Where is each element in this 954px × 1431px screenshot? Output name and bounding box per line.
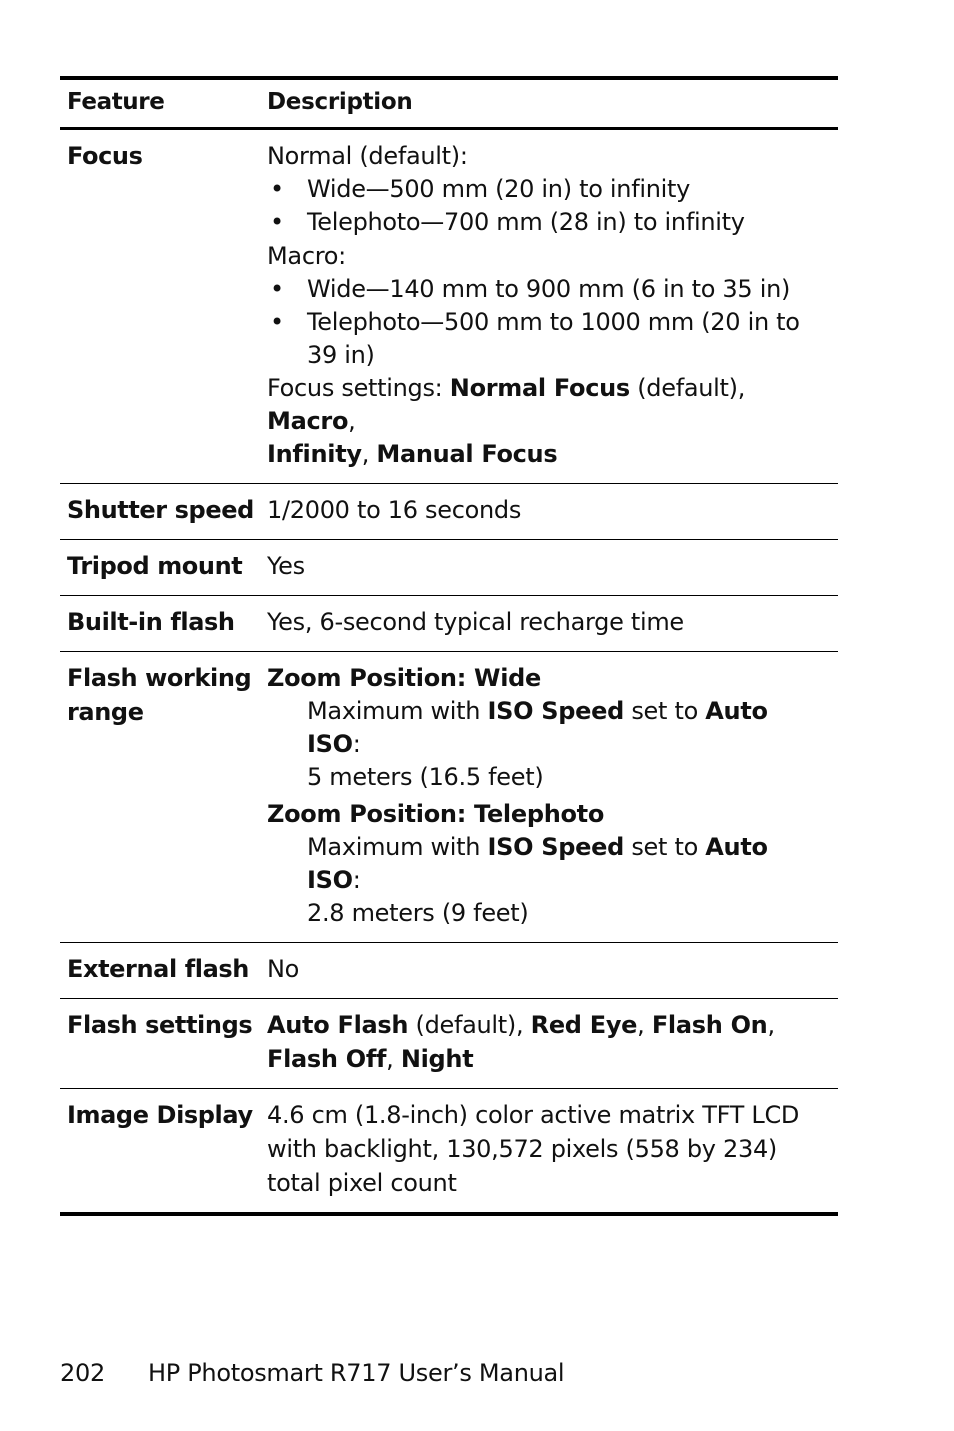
description-flash-settings: [267, 1008, 838, 1076]
focus-normal-wide: • Wide—500 mm (20 in) to infinity: [267, 173, 820, 206]
table-row-flash-working-range: [60, 651, 838, 942]
page-footer: [60, 1356, 564, 1390]
feature-flash-working-range-line1: Flash working: [67, 664, 252, 692]
zoom-tele-prefix: Maximum with: [307, 833, 488, 861]
focus-normal-telephoto: • Telephoto—700 mm (28 in) to infinity: [267, 206, 820, 239]
description-image-display: [267, 1098, 838, 1200]
description-shutter-speed: 1/2000 to 16 seconds: [267, 496, 522, 524]
feature-column-header: Feature: [67, 89, 165, 115]
feature-focus: Focus: [67, 142, 143, 170]
feature-shutter-speed: Shutter speed: [67, 496, 254, 524]
zoom-telephoto-detail: [267, 831, 820, 930]
description-column-header: Description: [267, 89, 413, 115]
separator: :: [352, 730, 361, 758]
manual-title: HP Photosmart R717 User’s Manual: [148, 1359, 565, 1387]
zoom-tele-auto-iso: Auto ISO: [307, 833, 768, 894]
zoom-telephoto-heading: Zoom Position: Telephoto: [267, 800, 605, 828]
table-row-tripod-mount: [60, 539, 838, 595]
table-row-built-in-flash: [60, 595, 838, 651]
table-row-shutter-speed: [60, 483, 838, 539]
feature-built-in-flash: Built-in flash: [67, 608, 235, 636]
zoom-wide-heading: Zoom Position: Wide: [267, 664, 542, 692]
zoom-wide-auto-iso: Auto ISO: [307, 697, 768, 758]
table-row-image-display: [60, 1088, 838, 1212]
feature-flash-working-range: [60, 661, 267, 930]
description-tripod-mount: Yes: [267, 552, 305, 580]
table-row-external-flash: [60, 942, 838, 998]
focus-macro-heading: Macro:: [267, 242, 346, 270]
focus-setting-normal: Normal Focus: [449, 374, 630, 402]
flash-setting-night: Night: [400, 1045, 474, 1073]
feature-external-flash: External flash: [67, 955, 249, 983]
focus-settings-default-note: (default),: [629, 374, 746, 402]
focus-normal-heading: Normal (default):: [267, 142, 468, 170]
feature-flash-settings: Flash settings: [67, 1011, 253, 1039]
description-built-in-flash: Yes, 6-second typical recharge time: [267, 608, 684, 636]
image-display-line1: 4.6 cm (1.8-inch) color active matrix TFT LCD: [267, 1101, 800, 1129]
flash-setting-flash-off: Flash Off: [267, 1045, 387, 1073]
separator: ,: [361, 440, 377, 468]
focus-setting-infinity: Infinity: [267, 440, 362, 468]
feature-image-display: Image Display: [67, 1101, 253, 1129]
focus-settings-prefix: Focus settings:: [267, 374, 450, 402]
focus-setting-manual: Manual Focus: [376, 440, 558, 468]
table-header-row: [60, 80, 838, 130]
zoom-wide-iso-speed: ISO Speed: [487, 697, 625, 725]
focus-settings: [267, 372, 820, 471]
zoom-wide-prefix: Maximum with: [307, 697, 488, 725]
zoom-tele-iso-speed: ISO Speed: [487, 833, 625, 861]
description-focus: [267, 139, 838, 471]
table-row-flash-settings: [60, 998, 838, 1088]
image-display-line3: total pixel count: [267, 1169, 457, 1197]
page-number: 202: [60, 1359, 105, 1387]
focus-macro-wide: • Wide—140 mm to 900 mm (6 in to 35 in): [267, 273, 820, 306]
flash-setting-auto: Auto Flash: [267, 1011, 409, 1039]
zoom-wide-mid: set to: [624, 697, 706, 725]
description-external-flash: No: [267, 955, 300, 983]
focus-setting-macro: Macro: [267, 407, 349, 435]
flash-settings-default-note: (default),: [408, 1011, 531, 1039]
specifications-table: [60, 76, 838, 1216]
image-display-line2: with backlight, 130,572 pixels (558 by 234): [267, 1135, 777, 1163]
separator: :: [352, 866, 361, 894]
separator: ,: [348, 407, 356, 435]
separator: ,: [386, 1045, 401, 1073]
table-row-focus: [60, 130, 838, 483]
focus-macro-telephoto: • Telephoto—500 mm to 1000 mm (20 in to 39 in): [267, 306, 820, 372]
feature-flash-working-range-line2: range: [67, 698, 144, 726]
description-flash-working-range: [267, 661, 838, 930]
separator: ,: [637, 1011, 652, 1039]
zoom-tele-value: 2.8 meters (9 feet): [307, 899, 529, 927]
flash-setting-red-eye: Red Eye: [530, 1011, 638, 1039]
separator: ,: [767, 1011, 775, 1039]
zoom-tele-mid: set to: [624, 833, 706, 861]
feature-tripod-mount: Tripod mount: [67, 552, 243, 580]
zoom-wide-detail: [267, 695, 820, 794]
zoom-wide-value: 5 meters (16.5 feet): [307, 763, 544, 791]
flash-setting-flash-on: Flash On: [651, 1011, 768, 1039]
